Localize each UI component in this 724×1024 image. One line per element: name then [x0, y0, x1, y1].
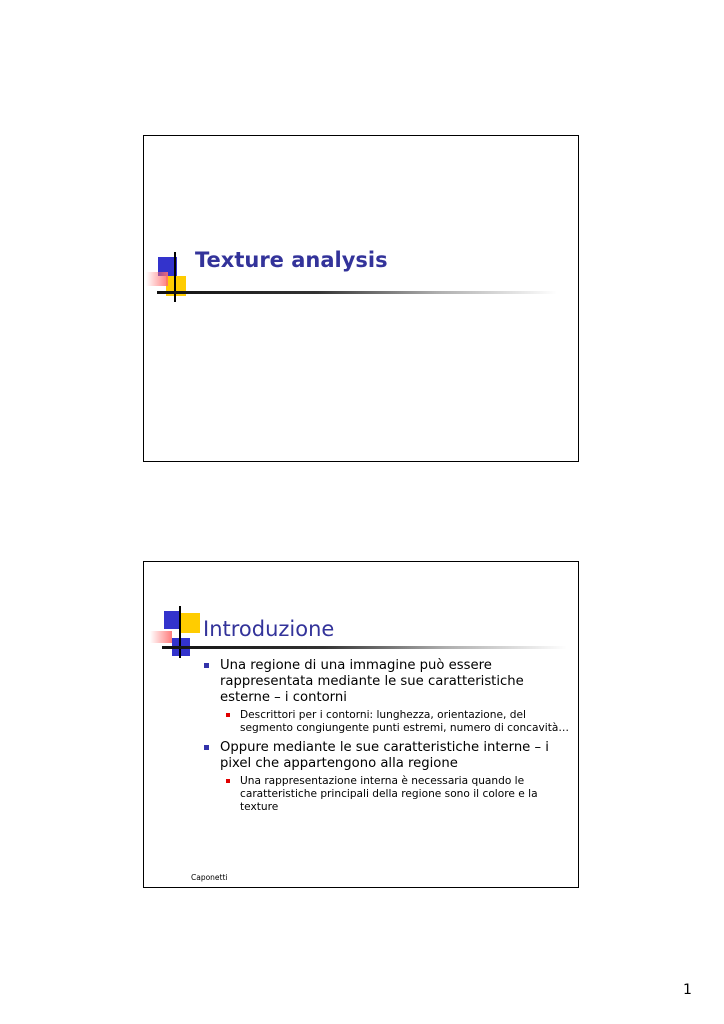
page-number: 1 — [683, 982, 692, 998]
sub-list-item — [220, 775, 574, 814]
list-item — [204, 658, 574, 706]
title-underline — [162, 646, 567, 649]
title-underline — [157, 291, 557, 294]
bullet-text: Una regione di una immagine può essere rappresentata mediante le sue caratteristiche esterne – i contorni — [220, 658, 524, 705]
bullet-list — [204, 658, 574, 819]
sub-list-item — [220, 709, 574, 735]
square-bullet-icon — [204, 745, 209, 750]
sub-bullet-text: Una rappresentazione interna è necessaria quando le caratteristiche principali della regione sono il colore e la texture — [240, 775, 538, 813]
red-square-bullet-icon — [226, 713, 230, 717]
logo-vertical-line — [179, 606, 181, 658]
slide-footer-author: Caponetti — [191, 873, 228, 882]
slide-title-text: Texture analysis — [195, 248, 388, 272]
logo-blue-square — [164, 611, 180, 629]
bullet-text: Oppure mediante le sue caratteristiche interne – i pixel che appartengono alla regione — [220, 740, 549, 771]
logo-vertical-line — [174, 252, 176, 302]
slide-introduzione — [143, 561, 579, 888]
red-square-bullet-icon — [226, 779, 230, 783]
logo-yellow-square — [180, 613, 200, 633]
list-item — [204, 740, 574, 772]
square-bullet-icon — [204, 663, 209, 668]
slide-title — [143, 135, 579, 462]
slide-title-text: Introduzione — [203, 617, 335, 641]
logo-pink-square — [150, 631, 172, 643]
logo-pink-square — [146, 272, 168, 286]
sub-bullet-text: Descrittori per i contorni: lunghezza, orientazione, del segmento congiungente punti estremi, numero di concavità… — [240, 709, 569, 734]
